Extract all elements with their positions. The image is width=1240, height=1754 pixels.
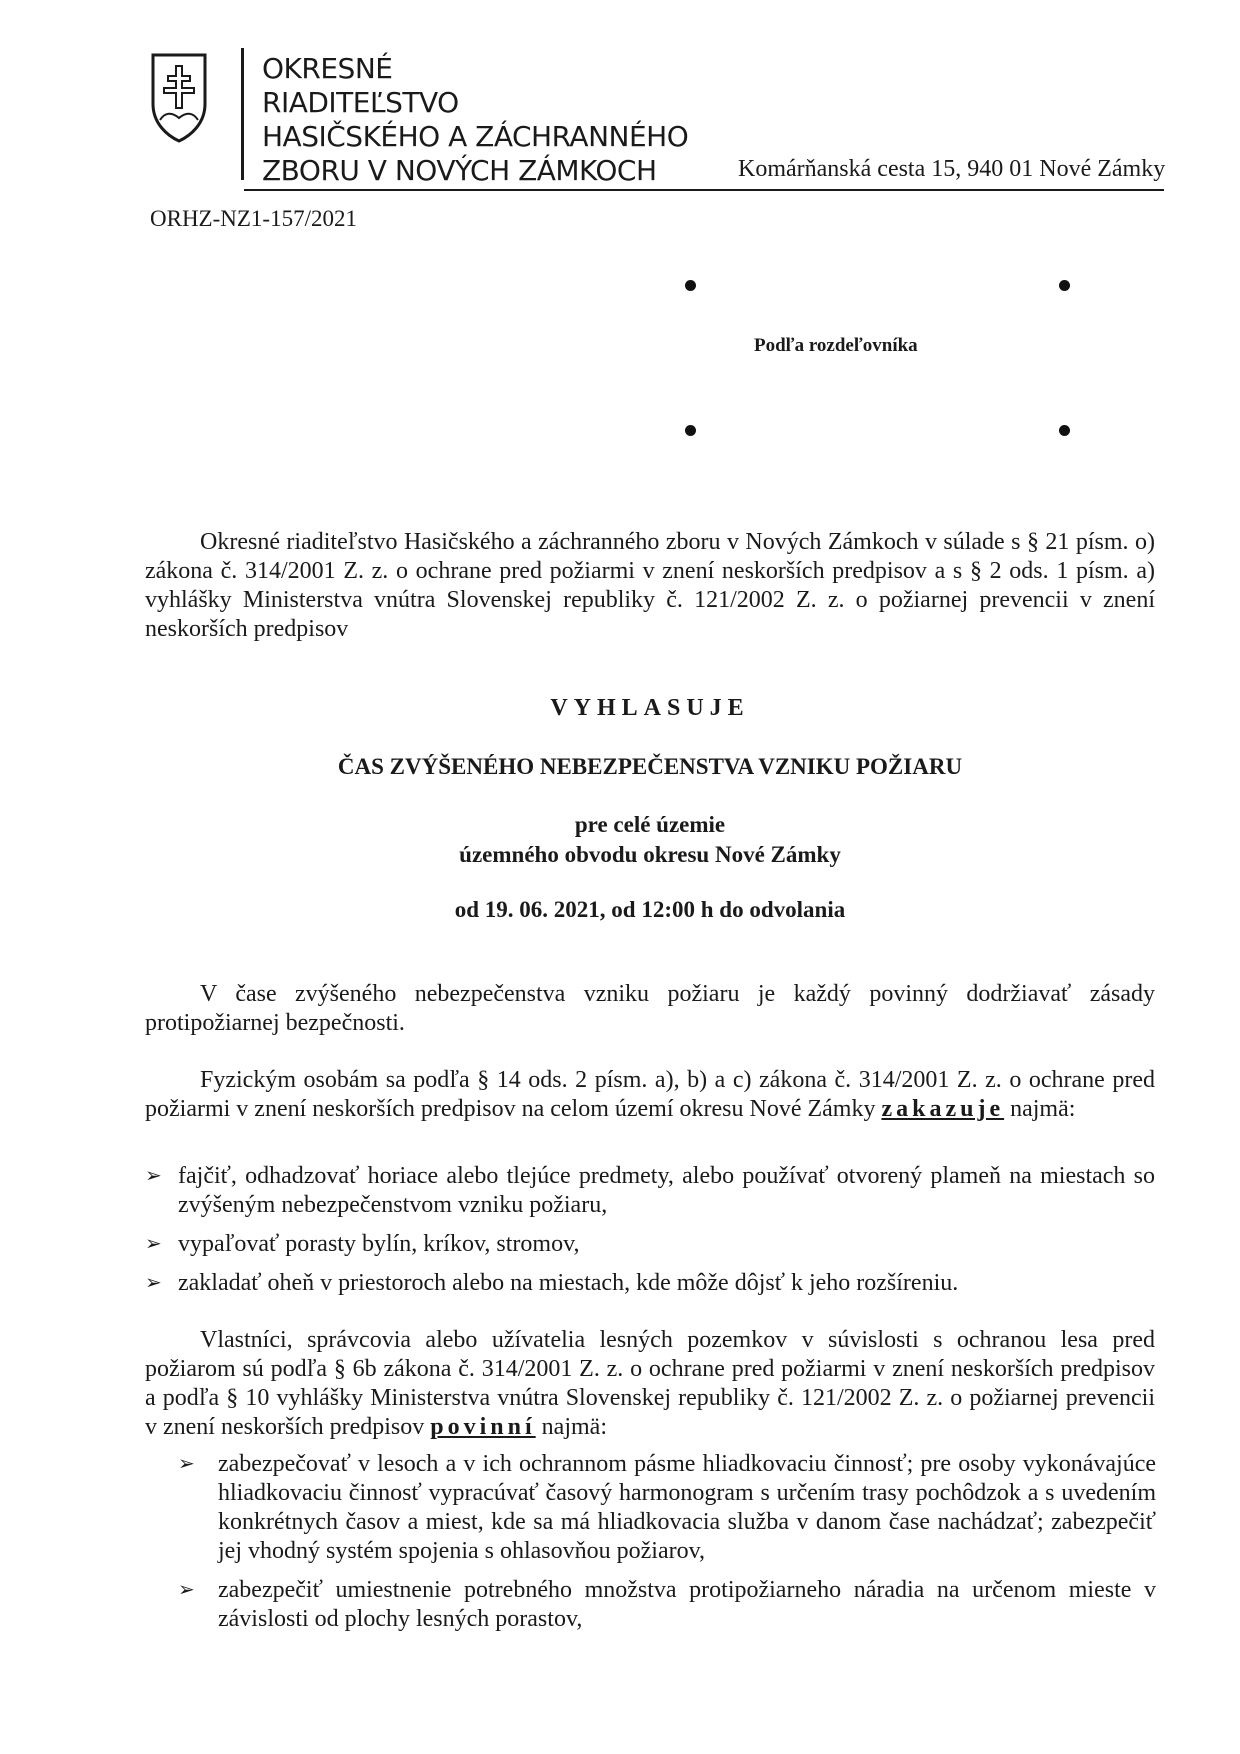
list-item xyxy=(145,1230,1155,1259)
recipient: Podľa rozdeľovníka xyxy=(754,335,918,356)
owners-paragraph-suffix: najmä: xyxy=(541,1414,607,1440)
address: Komárňanská cesta 15, 940 01 Nové Zámky xyxy=(738,156,1166,182)
arrow-bullet-icon: ➢ xyxy=(178,1579,195,1601)
org-line: HASIČSKÉHO A ZÁCHRANNÉHO xyxy=(262,120,689,153)
list-item-text: fajčiť, odhadzovať horiace alebo tlejúce predmety, alebo používať otvorený plameň na miestach so zvýšeným nebezpečenstvom vzniku požiaru, xyxy=(178,1163,1155,1218)
duty-paragraph: V čase zvýšeného nebezpečenstva vzniku požiaru je každý povinný dodržiavať zásady protipožiarnej bezpečnosti. xyxy=(145,981,1155,1036)
list-item xyxy=(145,1162,1155,1220)
address-window-mark xyxy=(1059,425,1070,436)
header-rule xyxy=(244,189,1164,191)
arrow-bullet-icon: ➢ xyxy=(145,1165,162,1187)
persons-paragraph-text: Fyzickým osobám sa podľa § 14 ods. 2 písm. a), b) a c) zákona č. 314/2001 Z. z. o ochrane pred požiarmi v znení neskorších predpisov na celom území okresu Nové Zámky xyxy=(145,1067,1155,1122)
header-divider xyxy=(241,48,244,180)
owners-paragraph-text: Vlastníci, správcovia alebo užívatelia lesných pozemkov v súvislosti s ochranou lesa pred požiarom sú podľa § 6b zákona č. 314/2001 Z. z. o ochrane pred požiarmi v znení neskorších predpisov a podľa § 10 vyhlášky Ministerstva vnútra Slovenskej republiky č. 121/2002 Z. z. o požiarnej prevencii v znení neskorších predpisov xyxy=(145,1327,1155,1440)
scope-line-1: pre celé územie xyxy=(574,812,726,837)
list-item-text: zakladať oheň v priestoroch alebo na miestach, kde môže dôjsť k jeho rozšíreniu. xyxy=(178,1270,959,1296)
org-line: ZBORU V NOVÝCH ZÁMKOCH xyxy=(262,154,657,187)
declaration-verb: VYHLASUJE xyxy=(550,695,750,721)
organization-name xyxy=(262,52,688,188)
list-item-text: zabezpečovať v lesoch a v ich ochrannom pásme hliadkovaciu činnosť; pre osoby vykonávajúce hliadkovaciu činnosť vypracúvať časový harmonogram s určením trasy pochôdzok a s uvedením konkrétnych časov a miest, kde sa má hliadkovacia služba v danom čase nachádzať; zabezpečiť jej vhodný systém spojenia s ohlasovňou požiarov, xyxy=(218,1451,1156,1564)
org-line: RIADITEĽSTVO xyxy=(262,86,459,119)
list-item xyxy=(145,1269,1155,1298)
declaration-period: od 19. 06. 2021, od 12:00 h do odvolania xyxy=(454,897,846,922)
arrow-bullet-icon: ➢ xyxy=(178,1453,195,1475)
list-item-text: vypaľovať porasty bylín, kríkov, stromov, xyxy=(178,1231,580,1257)
scope-line-2: územného obvodu okresu Nové Zámky xyxy=(459,842,841,867)
prohibition-keyword: zakazuje xyxy=(881,1096,1005,1122)
list-item xyxy=(178,1576,1156,1634)
coat-of-arms-icon xyxy=(150,52,208,144)
arrow-bullet-icon: ➢ xyxy=(145,1233,162,1255)
list-item xyxy=(178,1450,1156,1566)
persons-paragraph xyxy=(145,1066,1155,1124)
persons-paragraph-suffix: najmä: xyxy=(1010,1096,1076,1122)
org-line: OKRESNÉ xyxy=(262,52,393,85)
declaration-title: ČAS ZVÝŠENÉHO NEBEZPEČENSTVA VZNIKU POŽIARU xyxy=(337,754,963,779)
address-window-mark xyxy=(685,425,696,436)
owners-paragraph xyxy=(145,1326,1155,1442)
address-window-mark xyxy=(1059,280,1070,291)
prohibitions-list xyxy=(145,1162,1155,1308)
address-window-mark xyxy=(685,280,696,291)
intro-paragraph: Okresné riaditeľstvo Hasičského a záchranného zboru v Nových Zámkoch v súlade s § 21 písm. o) zákona č. 314/2001 Z. z. o ochrane pred požiarmi v znení neskorších predpisov a s § 2 ods. 1 písm. a) vyhlášky Ministerstva vnútra Slovenskej republiky č. 121/2002 Z. z. o požiarnej prevencii v znení neskorších predpisov xyxy=(145,529,1155,642)
list-item-text: zabezpečiť umiestnenie potrebného množstva protipožiarneho náradia na určenom mieste v závislosti od plochy lesných porastov, xyxy=(218,1577,1156,1632)
arrow-bullet-icon: ➢ xyxy=(145,1272,162,1294)
obligation-keyword: povinní xyxy=(430,1414,536,1440)
reference-number: ORHZ-NZ1-157/2021 xyxy=(150,206,357,231)
obligations-list xyxy=(178,1450,1156,1644)
